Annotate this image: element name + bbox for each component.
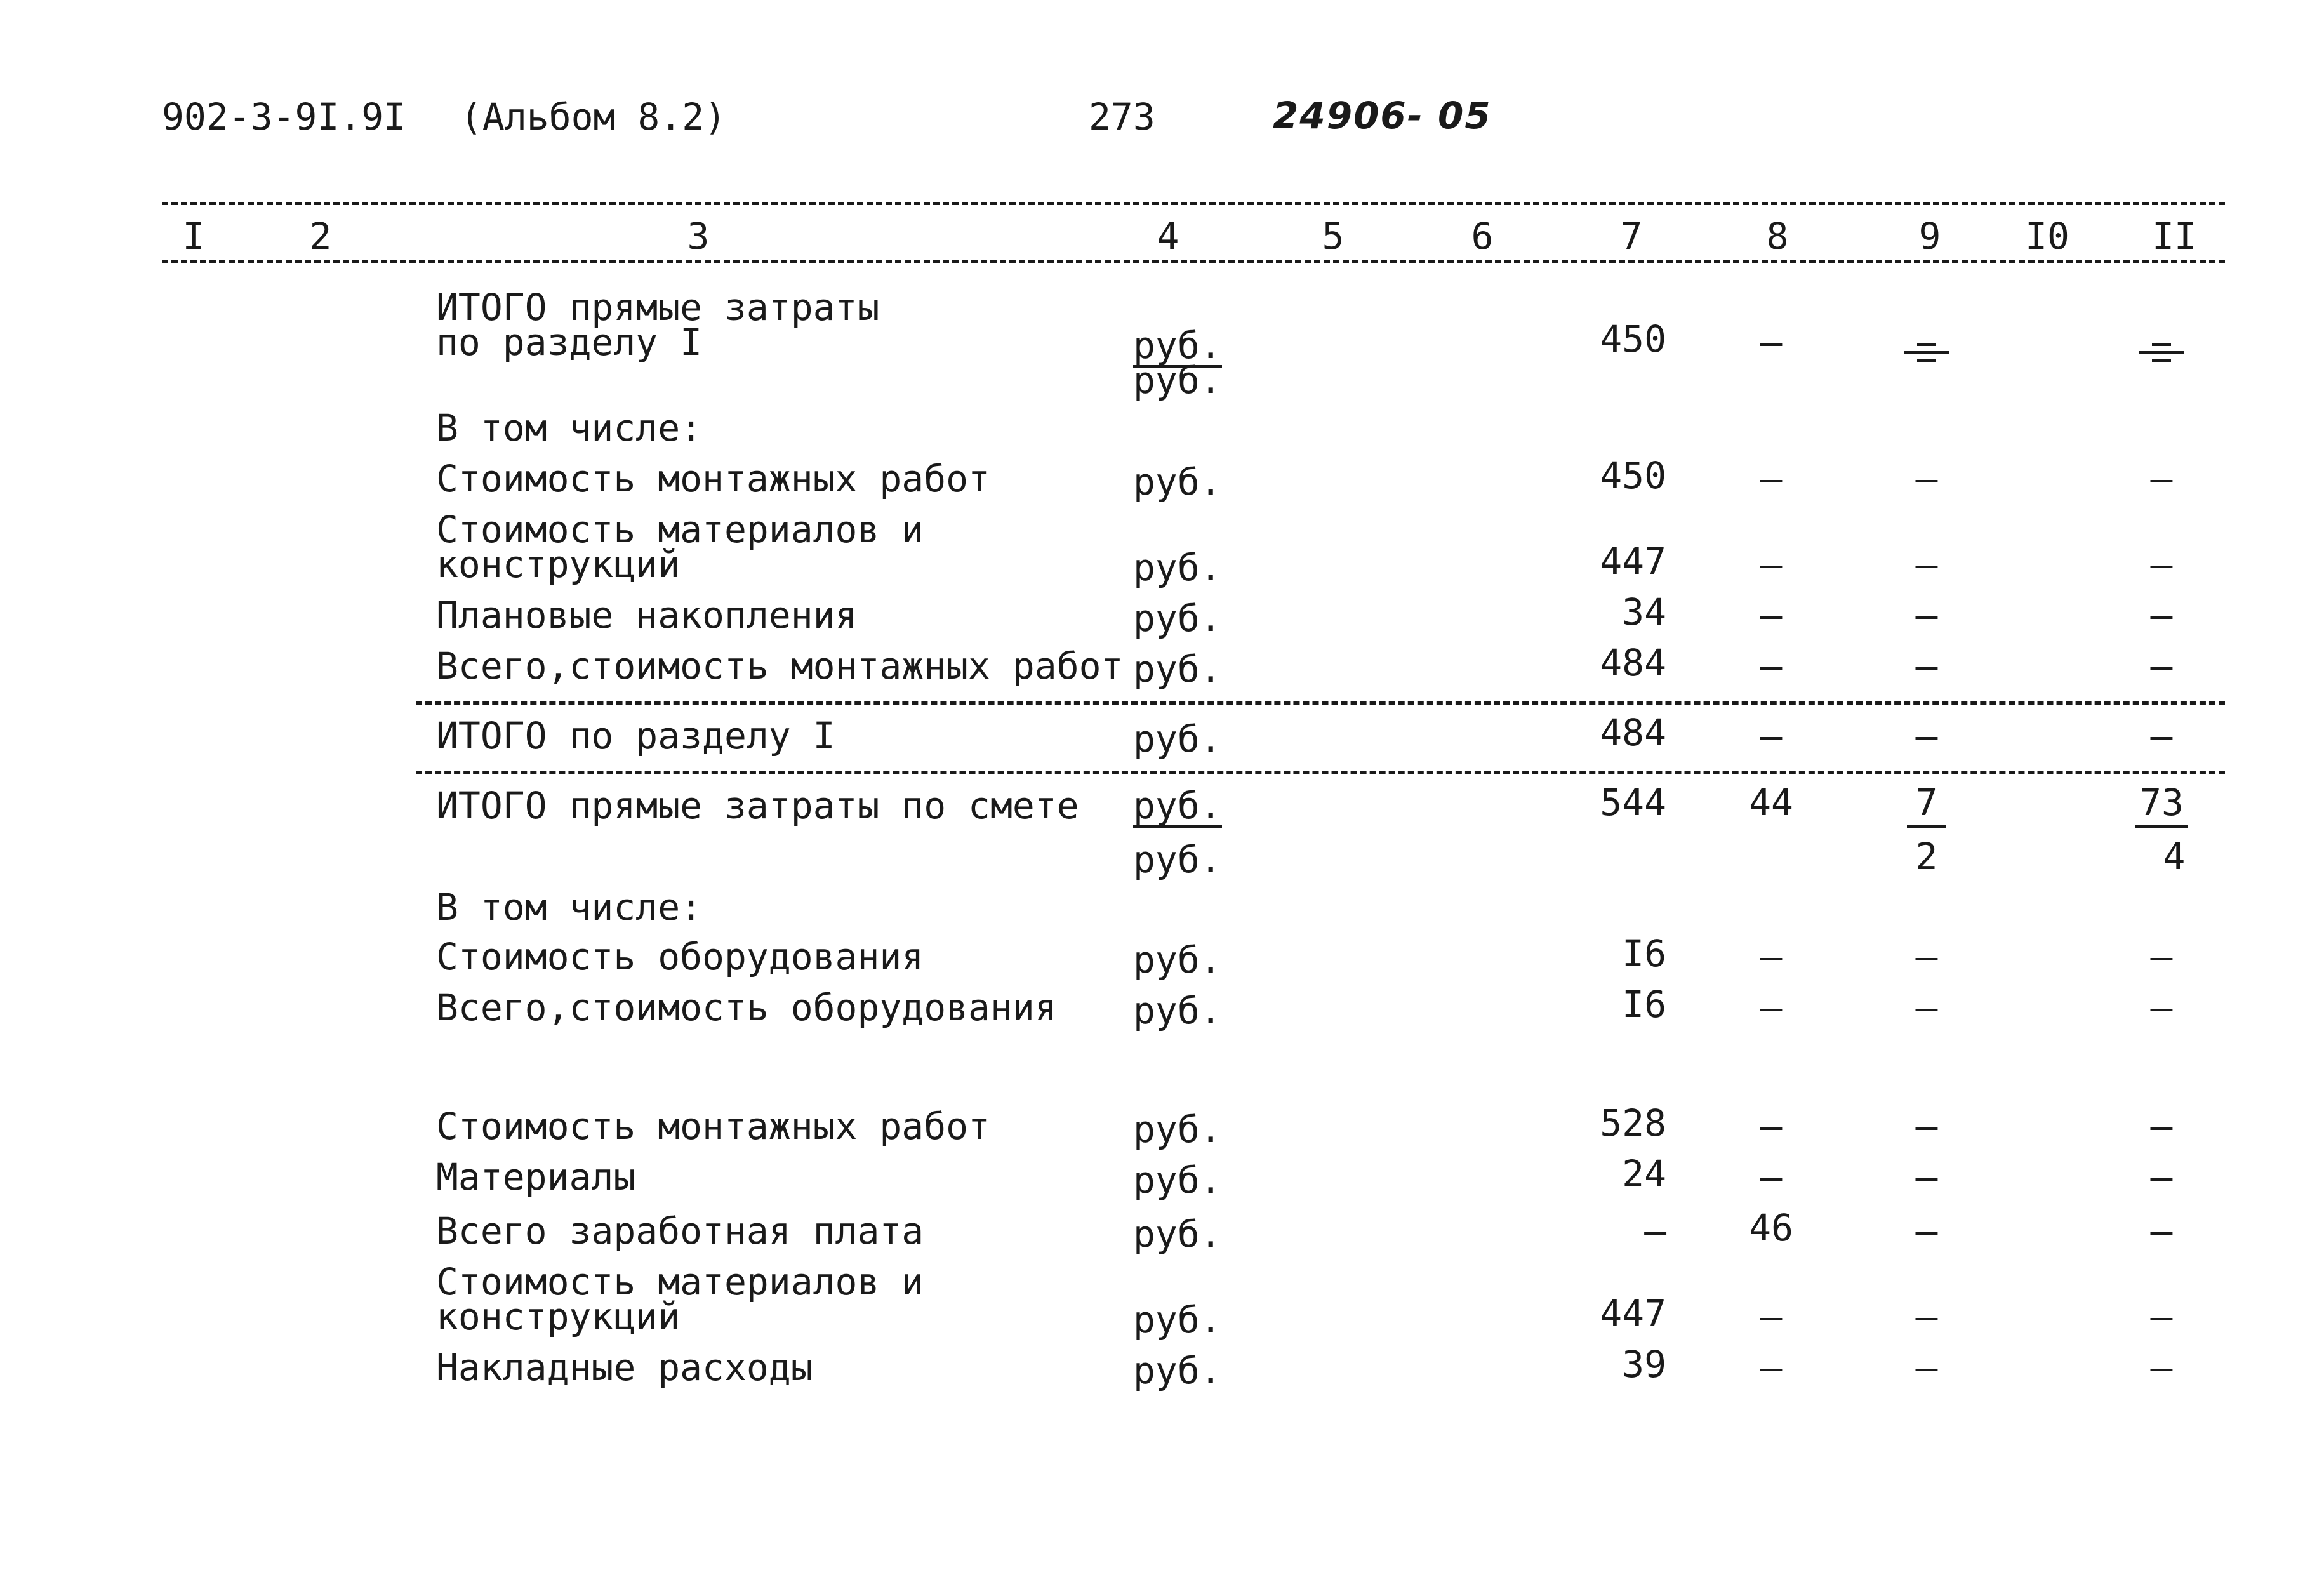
album-label: (Альбом 8.2) — [460, 95, 727, 138]
cell-col-7: 39 — [1622, 1343, 1666, 1386]
row-unit: руб. — [1133, 1108, 1222, 1151]
row-label: Стоимость материалов и — [436, 1260, 924, 1303]
fraction-top: 73 — [2135, 781, 2188, 828]
cell-col-9: – — [1915, 935, 1938, 978]
row-unit: руб. — [1133, 324, 1222, 367]
cell-col-7: 484 — [1600, 641, 1666, 684]
cell-col-11: – — [2150, 986, 2173, 1029]
cell-col-8: – — [1760, 1346, 1783, 1389]
row-unit: руб. — [1133, 838, 1222, 881]
cell-col-9-numerator — [1876, 781, 1977, 824]
cell-col-8: – — [1760, 986, 1783, 1029]
column-header-2: 2 — [309, 215, 332, 258]
row-label: Накладные расходы — [436, 1346, 813, 1389]
cell-col-9: – — [1915, 714, 1938, 757]
cell-col-7: 447 — [1600, 540, 1666, 583]
fraction-dash-col-9 — [1904, 343, 1949, 362]
row-label: Всего заработная плата — [436, 1209, 924, 1253]
row-label: Всего,стоимость оборудования — [436, 986, 1057, 1029]
row-unit: руб. — [1133, 460, 1222, 503]
cell-col-8: – — [1760, 457, 1783, 500]
cell-col-8: – — [1760, 321, 1783, 364]
column-header-10: I0 — [2025, 215, 2069, 258]
handwritten-number: 24906- 05 — [1273, 94, 1492, 137]
row-unit: руб. — [1133, 1159, 1222, 1202]
cell-col-8: – — [1760, 543, 1783, 586]
row-unit: руб. — [1133, 597, 1222, 640]
cell-col-8: – — [1760, 1155, 1783, 1199]
cell-col-8: – — [1760, 714, 1783, 757]
row-unit: руб. — [1133, 359, 1222, 402]
cell-col-11: – — [2150, 714, 2173, 757]
column-header-8: 8 — [1766, 215, 1789, 258]
cell-col-11: – — [2150, 543, 2173, 586]
fraction-top: 7 — [1907, 781, 1947, 828]
row-label: В том числе: — [436, 886, 703, 929]
column-header-9: 9 — [1918, 215, 1941, 258]
cell-col-9: – — [1915, 457, 1938, 500]
document-code: 902-3-9I.9I — [162, 95, 406, 138]
fraction-dash-col-11 — [2139, 343, 2184, 362]
row-label: Всего,стоимость монтажных работ — [436, 644, 1124, 688]
row-unit: руб. — [1133, 1213, 1222, 1256]
row-unit: руб. — [1133, 717, 1222, 761]
cell-col-9: – — [1915, 1105, 1938, 1148]
cell-col-9: – — [1915, 644, 1938, 688]
cell-col-7: 450 — [1600, 317, 1666, 361]
row-label: Плановые накопления — [436, 594, 858, 637]
row-label: Стоимость монтажных работ — [436, 457, 990, 500]
cell-col-9: – — [1915, 543, 1938, 586]
row-unit: руб. — [1133, 784, 1222, 827]
cell-col-7: 24 — [1622, 1152, 1666, 1195]
cell-col-9-denominator: 2 — [1915, 835, 1938, 878]
cell-col-11: – — [2150, 1295, 2173, 1338]
header-top-dash-line — [162, 202, 2225, 205]
column-header-4: 4 — [1157, 215, 1179, 258]
row-unit: руб. — [1133, 1298, 1222, 1341]
cell-col-8: – — [1760, 1105, 1783, 1148]
header-bottom-dash-line — [162, 260, 2225, 263]
cell-col-9: – — [1915, 1209, 1938, 1253]
column-header-7: 7 — [1620, 215, 1643, 258]
column-header-6: 6 — [1471, 215, 1494, 258]
row-label: Стоимость монтажных работ — [436, 1105, 990, 1148]
cell-col-7: 528 — [1600, 1101, 1666, 1145]
cell-col-8: 44 — [1749, 781, 1793, 824]
row-unit: руб. — [1133, 989, 1222, 1032]
cell-col-7: I6 — [1622, 932, 1666, 975]
cell-col-9: – — [1915, 1155, 1938, 1199]
row-label: ИТОГО прямые затраты по смете — [436, 784, 1079, 827]
cell-col-7: 447 — [1600, 1292, 1666, 1335]
cell-col-8: 46 — [1749, 1206, 1793, 1249]
cell-col-9: – — [1915, 986, 1938, 1029]
cell-col-11: – — [2150, 594, 2173, 637]
cell-col-8: – — [1760, 935, 1783, 978]
cell-col-9: – — [1915, 1295, 1938, 1338]
column-header-3: 3 — [687, 215, 710, 258]
cell-col-11-numerator — [2111, 781, 2212, 824]
cell-col-9: – — [1915, 594, 1938, 637]
cell-col-7: – — [1644, 1209, 1666, 1253]
row-unit: руб. — [1133, 648, 1222, 691]
cell-col-11: – — [2150, 1155, 2173, 1199]
row-unit: руб. — [1133, 938, 1222, 981]
cell-col-7: I6 — [1622, 983, 1666, 1026]
row-unit: руб. — [1133, 1349, 1222, 1392]
cell-col-11: – — [2150, 935, 2173, 978]
cell-col-7: 484 — [1600, 711, 1666, 754]
cell-col-8: – — [1760, 594, 1783, 637]
row-label: Материалы — [436, 1155, 636, 1199]
row-label: по разделу I — [436, 321, 703, 364]
column-header-1: I — [182, 215, 205, 258]
page-number: 273 — [1089, 95, 1155, 138]
section-dash-line — [416, 771, 2225, 774]
row-label: конструкций — [436, 1295, 681, 1338]
column-header-5: 5 — [1322, 215, 1345, 258]
cell-col-11: – — [2150, 1346, 2173, 1389]
cell-col-11: – — [2150, 1105, 2173, 1148]
cell-col-9: – — [1915, 1346, 1938, 1389]
section-dash-line — [416, 701, 2225, 705]
row-label: Стоимость материалов и — [436, 508, 924, 551]
row-label: Стоимость оборудования — [436, 935, 924, 978]
column-header-11: II — [2152, 215, 2196, 258]
cell-col-11: – — [2150, 644, 2173, 688]
cell-col-11-denominator: 4 — [2163, 835, 2186, 878]
cell-col-11: – — [2150, 1209, 2173, 1253]
cell-col-8: – — [1760, 1295, 1783, 1338]
row-label: ИТОГО прямые затраты — [436, 286, 880, 329]
cell-col-7: 34 — [1622, 590, 1666, 634]
cell-col-11: – — [2150, 457, 2173, 500]
cell-col-8: – — [1760, 644, 1783, 688]
row-label: В том числе: — [436, 406, 703, 449]
row-label: конструкций — [436, 543, 681, 586]
cell-col-7: 450 — [1600, 454, 1666, 497]
cell-col-7: 544 — [1600, 781, 1666, 824]
row-label: ИТОГО по разделу I — [436, 714, 835, 757]
row-unit: руб. — [1133, 546, 1222, 589]
